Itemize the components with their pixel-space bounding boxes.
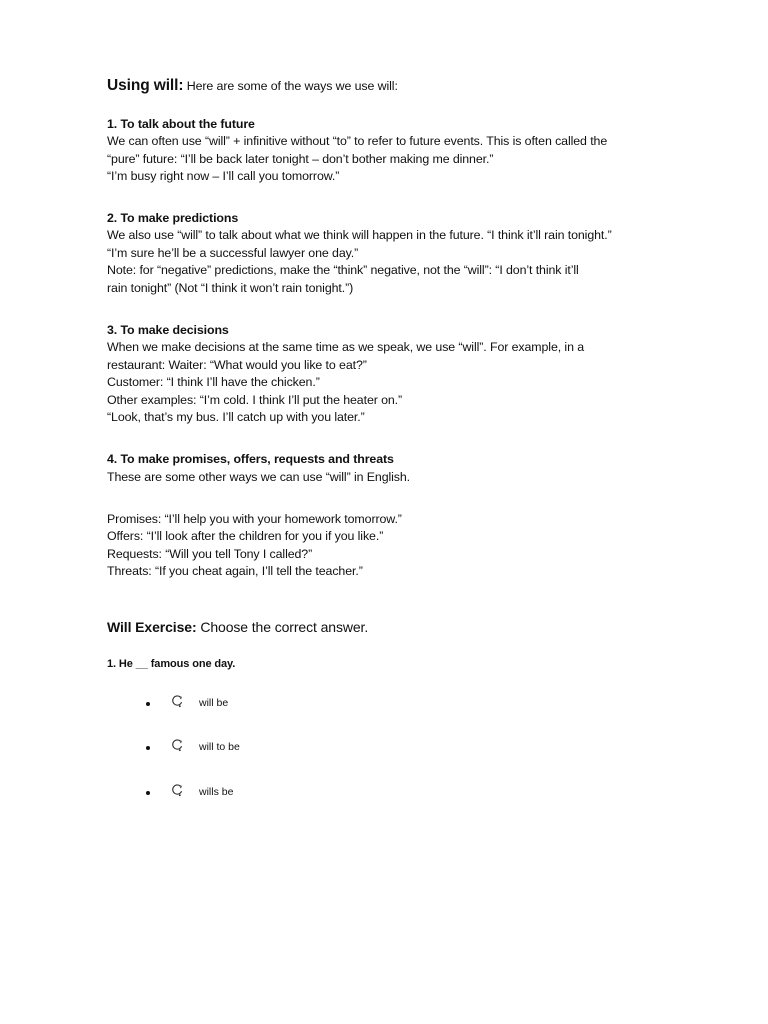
exercise-instruction: Choose the correct answer. (196, 619, 369, 635)
section-3-line-1: When we make decisions at the same time as we speak, we use “will”. For example, in a (107, 340, 584, 354)
section-4-line-1: These are some other ways we can use “will” in English. (107, 470, 411, 484)
section-3-line-3: Customer: “I think I’ll have the chicken.” (107, 375, 320, 389)
section-1-line-1: We can often use “will” + infinitive without “to” to refer to future events. This is often called the (107, 134, 608, 148)
section-2-line-1: We also use “will” to talk about what we think will happen in the future. “I think it’ll rain tonight.” (107, 228, 612, 242)
title-strong: Using will: (107, 77, 184, 94)
section-2-line-4: rain tonight” (Not “I think it won’t rain tonight.”) (107, 281, 354, 295)
section-3-line-5: “Look, that’s my bus. I’ll catch up with you later.” (107, 410, 365, 424)
title-rest: Here are some of the ways we use will: (183, 79, 398, 93)
example-offers: Offers: “I’ll look after the children for you if you like.” (107, 529, 384, 543)
section-2-heading: 2. To make predictions (107, 211, 239, 225)
answer-option[interactable] (146, 783, 346, 803)
bullet-icon (146, 702, 150, 706)
section-1-line-3: “I’m busy right now – I’ll call you tomorrow.” (107, 169, 340, 183)
section-3-line-4: Other examples: “I’m cold. I think I’ll put the heater on.” (107, 393, 403, 407)
exercise-title-strong: Will Exercise: (107, 619, 197, 635)
radio-button-icon[interactable] (170, 783, 184, 797)
section-2-line-3: Note: for “negative” predictions, make the “think” negative, not the “will”: “I don’t think it’ll (107, 263, 579, 277)
example-promises: Promises: “I’ll help you with your homework tomorrow.” (107, 512, 402, 526)
section-4-heading: 4. To make promises, offers, requests and threats (107, 452, 394, 466)
page-title (107, 77, 398, 95)
option-label: will be (199, 697, 229, 709)
radio-button-icon[interactable] (170, 738, 184, 752)
option-label: wills be (199, 786, 234, 798)
example-threats: Threats: “If you cheat again, I’ll tell the teacher.” (107, 564, 363, 578)
answer-option[interactable] (146, 738, 346, 758)
section-3-line-2: restaurant: Waiter: “What would you like to eat?” (107, 358, 367, 372)
section-3-heading: 3. To make decisions (107, 323, 229, 337)
radio-button-icon[interactable] (170, 694, 184, 708)
answer-option[interactable] (146, 694, 346, 714)
exercise-question: 1. He __ famous one day. (107, 658, 236, 670)
section-2-line-2: “I’m sure he’ll be a successful lawyer one day.” (107, 246, 359, 260)
exercise-title (107, 619, 368, 637)
example-requests: Requests: “Will you tell Tony I called?” (107, 547, 313, 561)
option-label: will to be (199, 741, 240, 753)
bullet-icon (146, 791, 150, 795)
section-1-heading: 1. To talk about the future (107, 117, 255, 131)
section-1-line-2: “pure” future: “I’ll be back later tonight – don’t bother making me dinner.” (107, 152, 494, 166)
bullet-icon (146, 746, 150, 750)
